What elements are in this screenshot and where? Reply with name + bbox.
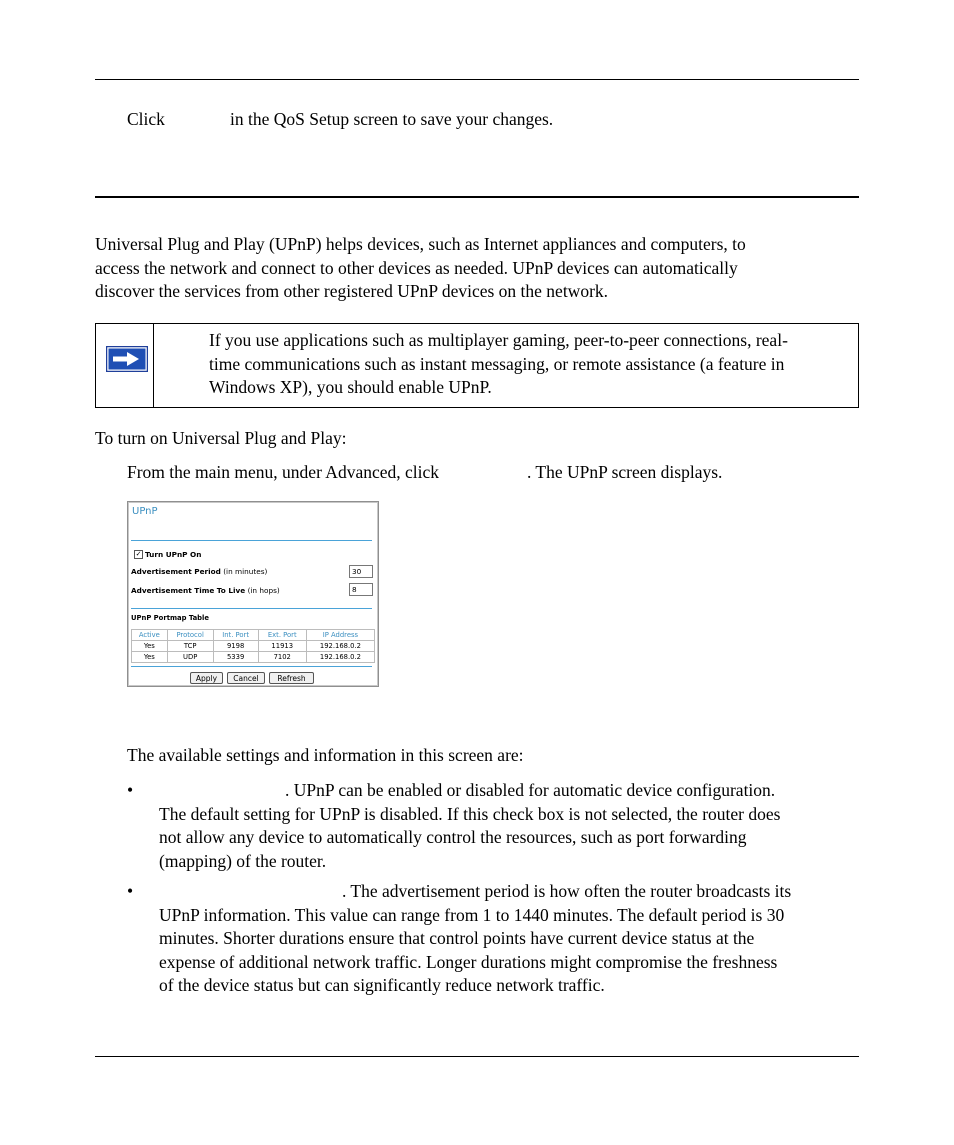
header-rule bbox=[95, 79, 859, 80]
upnp-title: UPnP bbox=[132, 506, 158, 517]
step-menu-text: From the main menu, under Advanced, click bbox=[127, 462, 440, 482]
turn-on-heading: To turn on Universal Plug and Play: bbox=[95, 428, 347, 448]
table-cell: 5339 bbox=[213, 652, 258, 663]
bullet-line: minutes. Shorter durations ensure that control points have current device status at the bbox=[159, 928, 755, 948]
refresh-button[interactable]: Refresh bbox=[269, 672, 314, 684]
table-cell: TCP bbox=[167, 641, 213, 652]
note-box bbox=[95, 323, 859, 408]
bullet-line: The default setting for UPnP is disabled. If this check box is not selected, the router does bbox=[159, 803, 781, 824]
bullet-line: of the device status but can significantly reduce network traffic. bbox=[159, 975, 605, 995]
upnp-divider bbox=[131, 608, 372, 609]
apply-button[interactable]: Apply bbox=[190, 672, 223, 684]
step-menu-result: . The UPnP screen displays. bbox=[527, 462, 723, 482]
turn-upnp-on-label bbox=[145, 550, 201, 559]
adv-period-label bbox=[131, 567, 267, 576]
table-cell: Yes bbox=[132, 652, 168, 663]
note-line: time communications such as instant messaging, or remote assistance (a feature in bbox=[209, 353, 785, 374]
table-cell: UDP bbox=[167, 652, 213, 663]
adv-ttl-text: Advertisement Time To Live bbox=[131, 586, 246, 595]
table-row bbox=[132, 641, 375, 652]
bullet-line: (mapping) of the router. bbox=[159, 850, 327, 871]
column-header: IP Address bbox=[306, 630, 374, 641]
adv-ttl-input[interactable]: 8 bbox=[349, 583, 373, 596]
table-header-row bbox=[132, 630, 375, 641]
note-divider bbox=[153, 324, 154, 407]
bullet-line: . The advertisement period is how often the router broadcasts its bbox=[342, 881, 792, 901]
table-cell: 9198 bbox=[213, 641, 258, 652]
intro-line: discover the services from other registered UPnP devices on the network. bbox=[95, 281, 609, 301]
bullet-marker: • bbox=[127, 881, 134, 901]
step-save-text: in the QoS Setup screen to save your changes. bbox=[230, 109, 554, 129]
upnp-divider bbox=[131, 540, 372, 541]
table-cell: 192.168.0.2 bbox=[306, 641, 374, 652]
bullet-line: expense of additional network traffic. Longer durations might compromise the freshness bbox=[159, 951, 778, 972]
column-header: Active bbox=[132, 630, 168, 641]
section-rule bbox=[95, 196, 859, 198]
intro-line: Universal Plug and Play (UPnP) helps devices, such as Internet appliances and computers, to bbox=[95, 234, 746, 254]
upnp-screen bbox=[127, 501, 379, 687]
table-cell: 192.168.0.2 bbox=[306, 652, 374, 663]
table-row bbox=[132, 652, 375, 663]
cancel-button[interactable]: Cancel bbox=[227, 672, 265, 684]
settings-intro: The available settings and information in this screen are: bbox=[127, 745, 524, 765]
bullet-advertisement-period bbox=[159, 880, 791, 998]
adv-period-text: Advertisement Period bbox=[131, 567, 221, 576]
table-cell: 11913 bbox=[258, 641, 306, 652]
bullet-line: . UPnP can be enabled or disabled for automatic device configuration. bbox=[285, 780, 776, 800]
portmap-title bbox=[131, 614, 209, 622]
bullet-line: UPnP information. This value can range from 1 to 1440 minutes. The default period is 30 bbox=[159, 904, 785, 925]
adv-period-unit: (in minutes) bbox=[223, 567, 268, 576]
turn-upnp-on-text: Turn UPnP On bbox=[145, 550, 202, 559]
upnp-divider bbox=[131, 666, 372, 667]
intro-line: access the network and connect to other devices as needed. UPnP devices can automatically bbox=[95, 257, 738, 278]
footer-rule bbox=[95, 1056, 859, 1057]
note-line: If you use applications such as multiplayer gaming, peer-to-peer connections, real- bbox=[209, 330, 788, 350]
bullet-marker: • bbox=[127, 780, 134, 800]
step-save-click: Click bbox=[127, 109, 165, 129]
intro-paragraph bbox=[95, 233, 859, 304]
turn-upnp-on-checkbox[interactable]: ✓ bbox=[135, 550, 142, 558]
column-header: Ext. Port bbox=[258, 630, 306, 641]
adv-ttl-unit: (in hops) bbox=[247, 586, 280, 595]
note-text bbox=[209, 329, 788, 400]
portmap-title-text: UPnP Portmap Table bbox=[131, 614, 209, 622]
portmap-table bbox=[131, 629, 375, 663]
adv-period-input[interactable]: 30 bbox=[349, 565, 373, 578]
note-line: Windows XP), you should enable UPnP. bbox=[209, 377, 492, 397]
bullet-turn-upnp-on bbox=[159, 779, 780, 873]
table-cell: Yes bbox=[132, 641, 168, 652]
table-cell: 7102 bbox=[258, 652, 306, 663]
column-header: Protocol bbox=[167, 630, 213, 641]
adv-ttl-label bbox=[131, 586, 280, 595]
column-header: Int. Port bbox=[213, 630, 258, 641]
right-arrow-icon bbox=[106, 346, 148, 372]
bullet-line: not allow any device to automatically control the resources, such as port forwarding bbox=[159, 827, 747, 847]
